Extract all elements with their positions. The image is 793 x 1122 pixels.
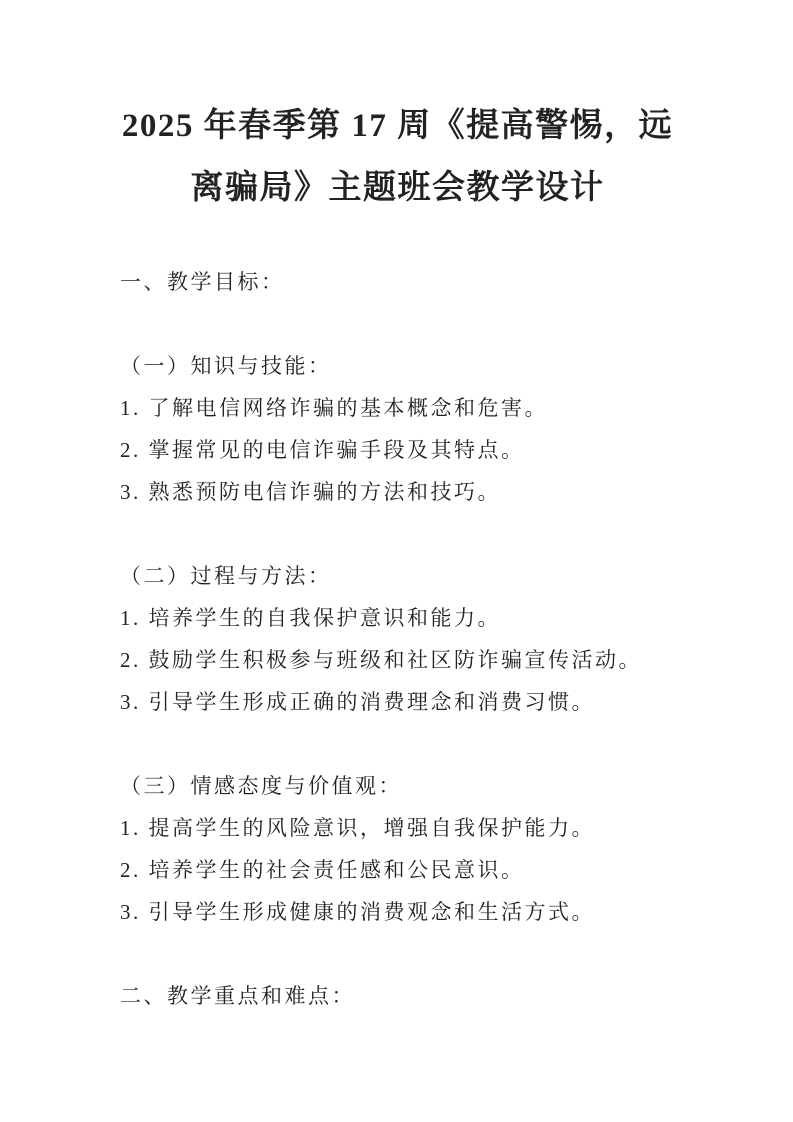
paragraph-line: （一）知识与技能：: [120, 354, 332, 378]
paragraph-line: 2. 鼓励学生积极参与班级和社区防诈骗宣传活动。: [120, 648, 642, 672]
paragraph-line: 2. 培养学生的社会责任感和公民意识。: [120, 858, 525, 882]
paragraph-line: （三）情感态度与价值观：: [120, 774, 402, 798]
paragraph-line: 1. 提高学生的风险意识，增强自我保护能力。: [120, 816, 595, 840]
document-body: [120, 219, 675, 1017]
paragraph-line: （二）过程与方法：: [120, 564, 332, 588]
document-title-line-2: 离骗局》主题班会教学设计: [190, 170, 605, 206]
blank-line: [120, 219, 675, 261]
paragraph-line: 3. 引导学生形成健康的消费观念和生活方式。: [120, 900, 595, 924]
blank-line: [120, 513, 675, 555]
paragraph-line: 二、教学重点和难点：: [120, 984, 355, 1008]
blank-line: [120, 933, 675, 975]
paragraph-line: 3. 熟悉预防电信诈骗的方法和技巧。: [120, 480, 501, 504]
blank-line: [120, 723, 675, 765]
paragraph-line: 一、教学目标：: [120, 270, 285, 294]
document-title: [120, 95, 675, 219]
paragraph-line: 2. 掌握常见的电信诈骗手段及其特点。: [120, 438, 525, 462]
paragraph-line: 3. 引导学生形成正确的消费理念和消费习惯。: [120, 690, 595, 714]
document-title-line-1: 2025 年春季第 17 周《提高警惕，远: [121, 108, 674, 144]
blank-line: [120, 303, 675, 345]
paragraph-line: 1. 培养学生的自我保护意识和能力。: [120, 606, 501, 630]
paragraph-line: 1. 了解电信网络诈骗的基本概念和危害。: [120, 396, 548, 420]
